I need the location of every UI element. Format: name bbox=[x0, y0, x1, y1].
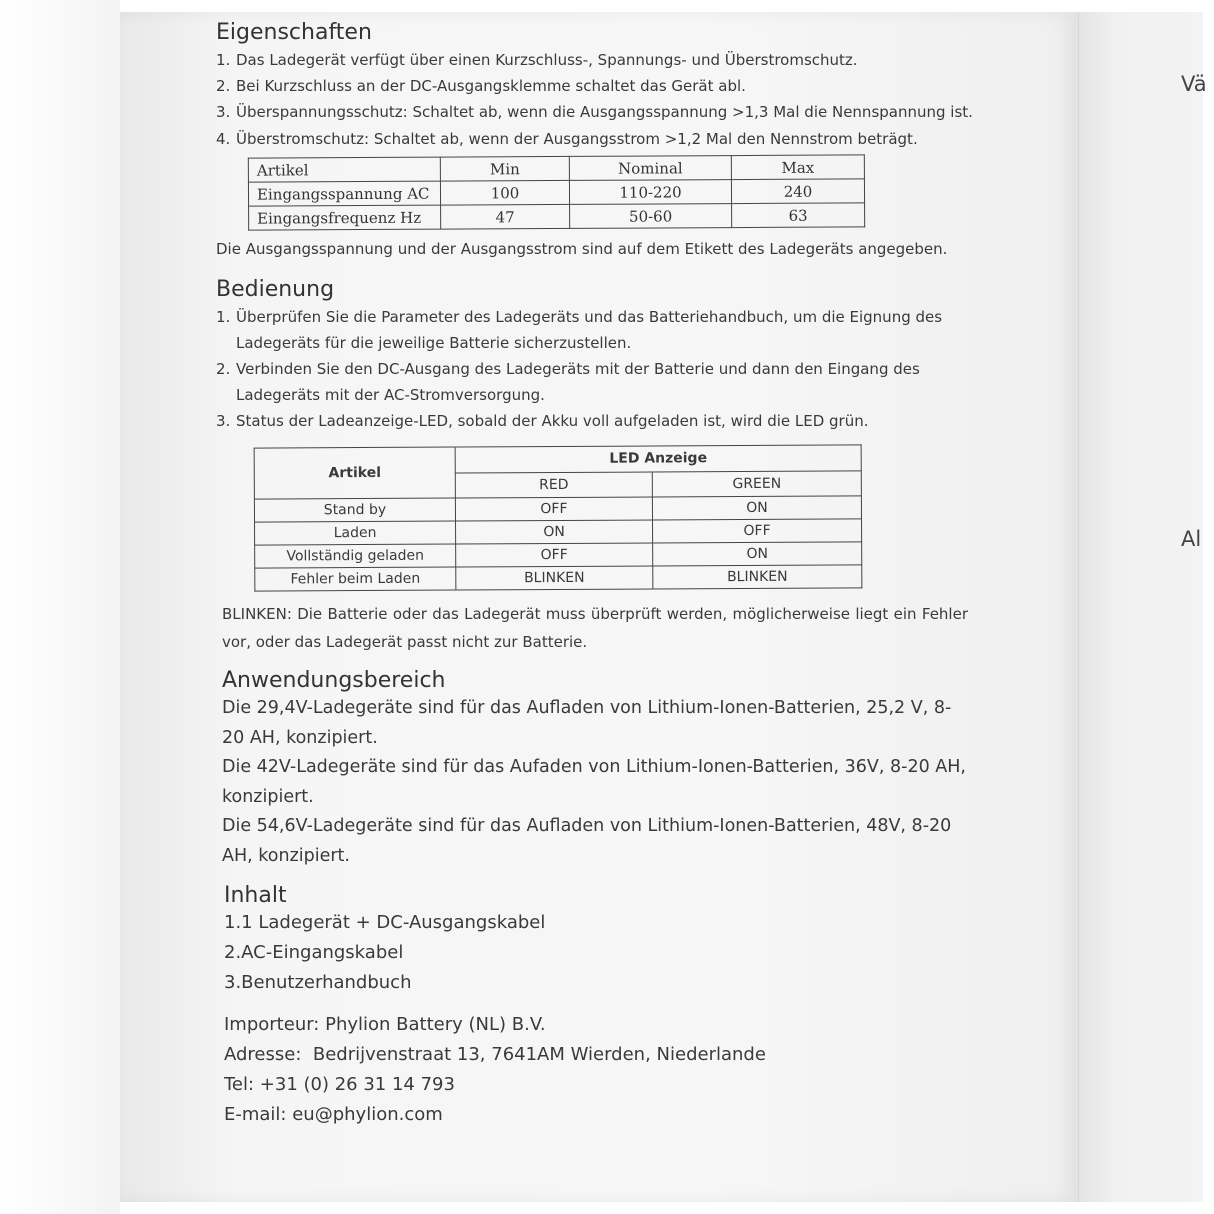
table-header-cell: LED Anzeige bbox=[455, 445, 861, 473]
section-inhalt bbox=[224, 883, 976, 998]
input-spec-table bbox=[248, 154, 865, 230]
content-item: 1.1 Ladegerät + DC-Ausgangskabel bbox=[224, 912, 546, 933]
table-cell: Fehler beim Laden bbox=[255, 567, 456, 591]
heading-anwendungsbereich: Anwendungsbereich bbox=[222, 668, 446, 693]
led-status-table bbox=[254, 444, 863, 591]
table-header-cell: Artikel bbox=[248, 157, 440, 182]
table-cell: Eingangsfrequenz Hz bbox=[249, 205, 441, 230]
table-row bbox=[255, 519, 862, 545]
section-bedienung bbox=[216, 277, 976, 656]
bedienung-list bbox=[216, 304, 976, 434]
section-eigenschaften bbox=[216, 20, 976, 263]
application-paragraph: Die 42V-Ladegeräte sind für das Aufaden von Lithium-Ionen-Batterien, 36V, 8-20 AH, konzipiert. bbox=[222, 757, 966, 807]
list-item: 1. Das Ladegerät verfügt über einen Kurzschluss-, Spannungs- und Überstromschutz. bbox=[216, 51, 858, 69]
table-row bbox=[255, 565, 862, 591]
table-cell: 110-220 bbox=[569, 180, 731, 205]
adjacent-page-edge bbox=[1078, 12, 1207, 1202]
table-cell: 240 bbox=[731, 179, 864, 204]
application-paragraph: Die 54,6V-Ladegeräte sind für das Aufladen von Lithium-Ionen-Batterien, 48V, 8-20 AH, konzipiert. bbox=[222, 816, 952, 866]
table-header-cell: Min bbox=[440, 156, 569, 181]
table-cell: Vollständig geladen bbox=[255, 544, 456, 568]
table-cell: OFF bbox=[456, 543, 653, 567]
section-contact bbox=[224, 1010, 976, 1130]
table-row bbox=[254, 496, 861, 522]
table-cell: Laden bbox=[255, 521, 456, 545]
table-row bbox=[249, 203, 865, 230]
list-item: 4. Überstromschutz: Schaltet ab, wenn der Ausgangsstrom >1,2 Mal den Nennstrom beträgt. bbox=[216, 130, 918, 148]
table-header-cell: RED bbox=[455, 472, 652, 499]
list-item: 2. Verbinden Sie den DC-Ausgang des Ladegeräts mit der Batterie und dann den Eingang des Ladegeräts mit der AC-Stromversorgung. bbox=[216, 360, 920, 404]
table-cell: BLINKEN bbox=[456, 566, 653, 590]
table-header-row bbox=[248, 155, 864, 182]
background-margin bbox=[0, 0, 120, 1214]
table-cell: OFF bbox=[455, 497, 652, 521]
table-header-cell: Max bbox=[731, 155, 864, 180]
adjacent-page-fragment: Al bbox=[1181, 527, 1202, 551]
importer-line: Importeur: Phylion Battery (NL) B.V. bbox=[224, 1014, 546, 1035]
blinken-note: BLINKEN: Die Batterie oder das Ladegerät muss überprüft werden, möglicherweise liegt ein Fehler vor, oder das Ladegerät passt nicht zur Batterie. bbox=[222, 605, 968, 651]
heading-eigenschaften: Eigenschaften bbox=[216, 20, 372, 45]
manual-page bbox=[120, 12, 1078, 1202]
content-item: 3.Benutzerhandbuch bbox=[224, 972, 412, 993]
list-item: 2. Bei Kurzschluss an der DC-Ausgangsklemme schaltet das Gerät abl. bbox=[216, 77, 746, 95]
table-cell: 63 bbox=[732, 203, 865, 228]
content-item: 2.AC-Eingangskabel bbox=[224, 942, 404, 963]
list-item: 3. Status der Ladeanzeige-LED, sobald der Akku voll aufgeladen ist, wird die LED grün. bbox=[216, 412, 869, 430]
table-cell: Eingangsspannung AC bbox=[248, 181, 440, 206]
table-cell: ON bbox=[653, 542, 862, 566]
table-header-row bbox=[254, 445, 861, 474]
address-line: Adresse: Bedrijvenstraat 13, 7641AM Wierden, Niederlande bbox=[224, 1044, 766, 1065]
table-cell: 50-60 bbox=[570, 204, 732, 229]
heading-inhalt: Inhalt bbox=[224, 883, 287, 908]
table-cell: 100 bbox=[440, 180, 569, 205]
table-row bbox=[255, 542, 862, 568]
email-line: E-mail: eu@phylion.com bbox=[224, 1104, 443, 1125]
list-item: 1. Überprüfen Sie die Parameter des Ladegeräts und das Batteriehandbuch, um die Eignung des Ladegeräts für die jeweilige Batterie sicherzustellen. bbox=[216, 308, 943, 352]
table-cell: Stand by bbox=[254, 498, 455, 522]
phone-line: Tel: +31 (0) 26 31 14 793 bbox=[224, 1074, 455, 1095]
table-cell: ON bbox=[456, 520, 653, 544]
table-header-cell: Nominal bbox=[569, 156, 731, 181]
table-cell: ON bbox=[652, 496, 861, 520]
section-anwendungsbereich bbox=[222, 668, 970, 871]
table-cell: OFF bbox=[653, 519, 862, 543]
eigenschaften-list bbox=[216, 47, 976, 152]
heading-bedienung: Bedienung bbox=[216, 277, 335, 302]
adjacent-page-fragment: Vä bbox=[1181, 72, 1207, 96]
table-row bbox=[248, 179, 864, 206]
table-cell: BLINKEN bbox=[653, 565, 862, 589]
application-paragraph: Die 29,4V-Ladegeräte sind für das Aufladen von Lithium-Ionen-Batterien, 25,2 V, 8-20 AH, konzipiert. bbox=[222, 698, 952, 748]
list-item: 3. Überspannungsschutz: Schaltet ab, wenn die Ausgangsspannung >1,3 Mal die Nennspannung ist. bbox=[216, 103, 973, 121]
table-header-cell: GREEN bbox=[652, 470, 861, 497]
page-content bbox=[216, 20, 976, 1130]
table-cell: 47 bbox=[441, 204, 570, 229]
table-header-cell: Artikel bbox=[254, 447, 455, 499]
output-label-note: Die Ausgangsspannung und der Ausgangsstrom sind auf dem Etikett des Ladegeräts angegeben. bbox=[216, 240, 948, 258]
